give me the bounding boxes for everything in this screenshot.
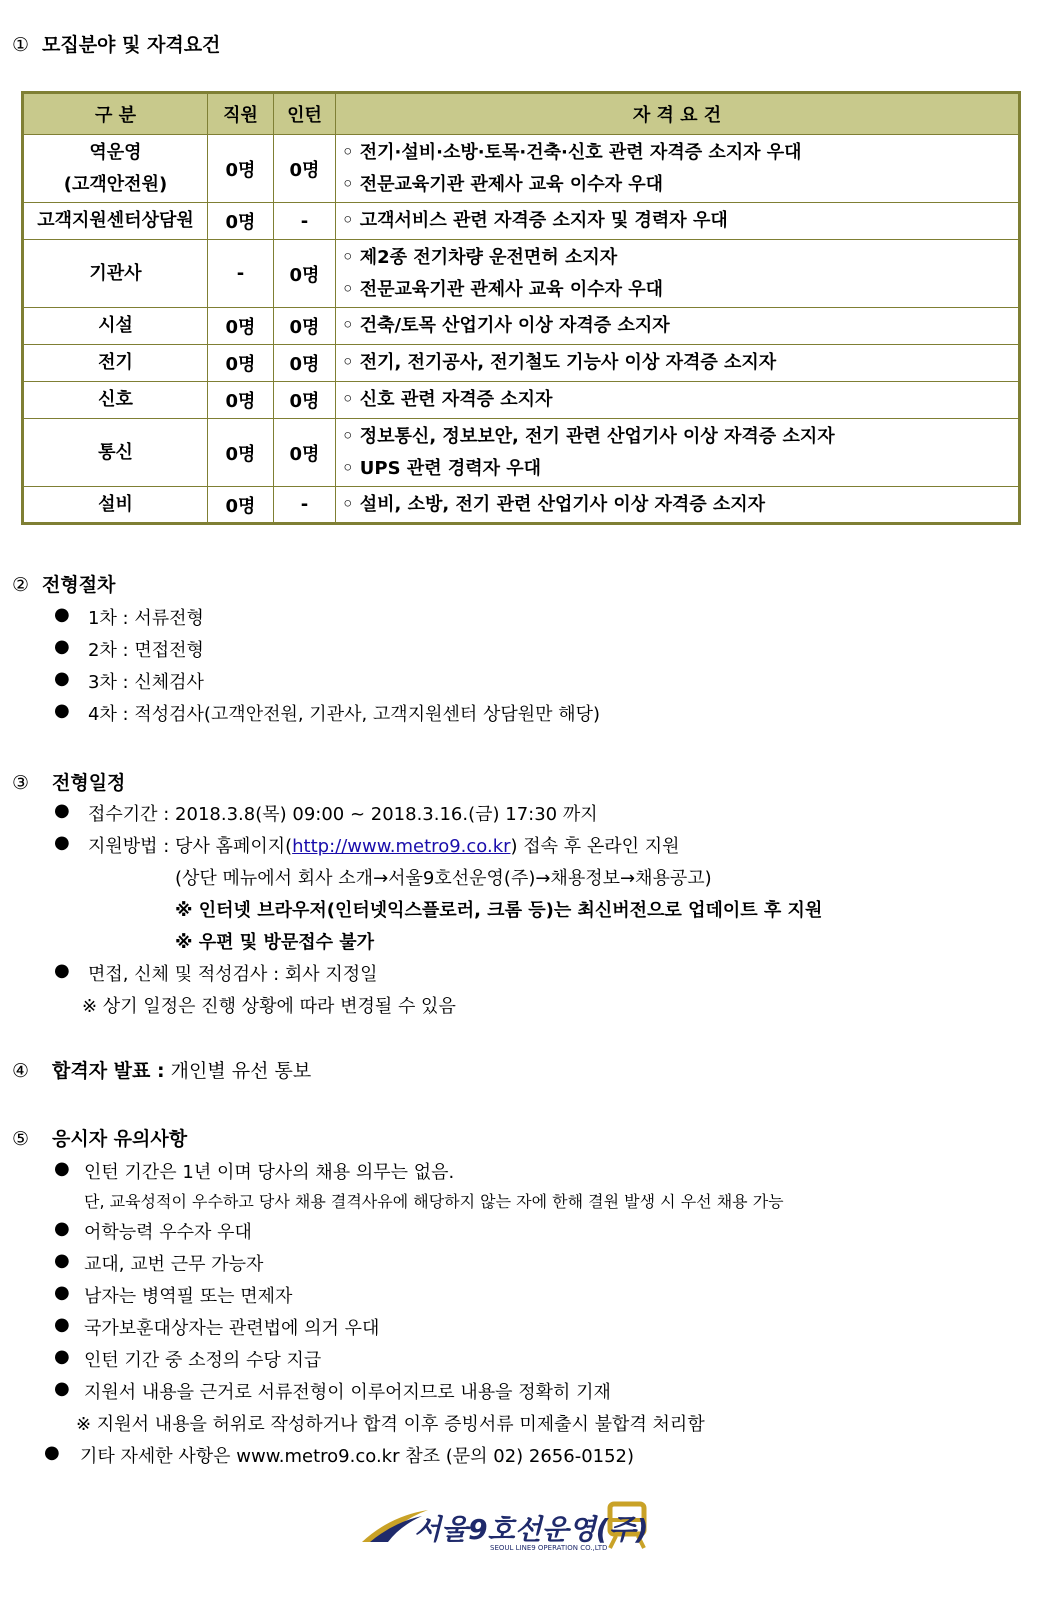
section-number: ① xyxy=(12,34,30,56)
category-name: 전기 xyxy=(98,352,133,373)
table-row xyxy=(23,419,1020,487)
category-cell xyxy=(23,345,208,382)
procedure-item: 1차 : 서류전형 xyxy=(88,608,204,629)
category-name: 통신 xyxy=(98,441,133,463)
bullet-icon: ● xyxy=(54,800,70,821)
notice-item: 지원서 내용을 근거로 서류전형이 이루어지므로 내용을 정확히 기재 xyxy=(84,1382,611,1403)
intern-count-cell: 0명 xyxy=(274,382,336,419)
section3-heading xyxy=(12,768,125,795)
requirement-line: ◦ 제2종 전기차량 운전면허 소지자 xyxy=(342,246,618,268)
header-staff: 직원 xyxy=(208,93,274,135)
category-name: 설비 xyxy=(98,493,133,515)
section-number: ④ xyxy=(12,1060,30,1082)
requirement-line: ◦ 전기, 전기공사, 전기철도 기능사 이상 자격증 소지자 xyxy=(342,352,777,373)
staff-count-cell: - xyxy=(208,240,274,308)
category-cell xyxy=(23,308,208,345)
browser-note: ※ 인터넷 브라우저(인터넷익스플로러, 크롬 등)는 최신버전으로 업데이트 후 지원 xyxy=(175,900,823,921)
bullet-icon: ● xyxy=(54,832,70,853)
section-title: 합격자 발표 : xyxy=(52,1060,165,1082)
table-row xyxy=(23,382,1020,419)
requirements-cell xyxy=(336,308,1020,345)
menu-path-text: (상단 메뉴에서 회사 소개→서울9호선운영(주)→채용정보→채용공고) xyxy=(175,868,712,889)
bullet-icon: ● xyxy=(54,636,70,657)
requirement-line: ◦ 고객서비스 관련 자격증 소지자 및 경력자 우대 xyxy=(342,210,728,231)
intern-count-cell: 0명 xyxy=(274,240,336,308)
false-info-note: ※ 지원서 내용을 허위로 작성하거나 합격 이후 증빙서류 미제출시 불합격 처리함 xyxy=(76,1414,705,1435)
requirement-line: ◦ 정보통신, 정보보안, 전기 관련 산업기사 이상 자격증 소지자 xyxy=(342,425,835,447)
requirements-cell xyxy=(336,487,1020,524)
section-number: ② xyxy=(12,574,30,596)
requirement-line: ◦ 건축/토목 산업기사 이상 자격증 소지자 xyxy=(342,315,670,336)
requirement-line: ◦ 전문교육기관 관제사 교육 이수자 우대 xyxy=(342,278,664,300)
announcement-text: 개인별 유선 통보 xyxy=(164,1060,312,1082)
category-cell xyxy=(23,135,208,203)
category-cell xyxy=(23,203,208,240)
notice-item: 교대, 교번 근무 가능자 xyxy=(84,1254,264,1275)
method-prefix: 지원방법 : 당사 홈페이지( xyxy=(88,836,293,857)
section2-heading xyxy=(12,570,115,597)
bullet-icon: ● xyxy=(54,604,70,625)
intern-count-cell: - xyxy=(274,487,336,524)
method-suffix: ) 접속 후 온라인 지원 xyxy=(510,836,680,857)
intern-count-cell: 0명 xyxy=(274,135,336,203)
intern-count-cell: - xyxy=(274,203,336,240)
intern-subtext: 단, 교육성적이 우수하고 당사 채용 결격사유에 해당하지 않는 자에 한해 결원 발생 시 우선 채용 가능 xyxy=(84,1192,784,1211)
method-text xyxy=(88,832,680,858)
mail-note: ※ 우편 및 방문접수 불가 xyxy=(175,932,375,953)
requirements-cell xyxy=(336,203,1020,240)
bullet-icon: ● xyxy=(54,1314,70,1335)
procedure-item: 3차 : 신체검사 xyxy=(88,672,204,693)
logo-subtext: SEOUL LINE9 OPERATION CO.,LTD xyxy=(490,1544,608,1552)
requirement-line: ◦ 전문교육기관 관제사 교육 이수자 우대 xyxy=(342,173,664,195)
section-title: 응시자 유의사항 xyxy=(52,1128,188,1150)
requirement-line: ◦ 신호 관련 자격증 소지자 xyxy=(342,389,553,410)
category-name: 고객지원센터상담원 xyxy=(37,210,194,231)
requirement-line: ◦ 설비, 소방, 전기 관련 산업기사 이상 자격증 소지자 xyxy=(342,493,766,515)
staff-count-cell: 0명 xyxy=(208,135,274,203)
table-row xyxy=(23,135,1020,203)
requirements-cell xyxy=(336,419,1020,487)
category-name: (고객안전원) xyxy=(63,173,168,195)
category-name: 역운영 xyxy=(89,141,142,163)
notice-item: 인턴 기간 중 소정의 수당 지급 xyxy=(84,1350,322,1371)
interview-text: 면접, 신체 및 적성검사 : 회사 지정일 xyxy=(88,964,378,985)
section4-heading xyxy=(12,1056,311,1083)
procedure-item: 4차 : 적성검사(고객안전원, 기관사, 고객지원센터 상담원만 해당) xyxy=(88,704,601,725)
header-category: 구 분 xyxy=(23,93,208,135)
bullet-icon: ● xyxy=(54,1158,70,1179)
section-title: 전형절차 xyxy=(42,574,116,596)
category-name: 기관사 xyxy=(89,262,142,284)
bullet-icon: ● xyxy=(54,1250,70,1271)
schedule-change-note: ※ 상기 일정은 진행 상황에 따라 변경될 수 있음 xyxy=(82,996,456,1017)
intern-count-cell: 0명 xyxy=(274,345,336,382)
table-row xyxy=(23,240,1020,308)
section-title: 모집분야 및 자격요건 xyxy=(42,34,221,56)
header-intern: 인턴 xyxy=(274,93,336,135)
staff-count-cell: 0명 xyxy=(208,382,274,419)
etc-text: 기타 자세한 사항은 www.metro9.co.kr 참조 (문의 02) 2656-0152) xyxy=(80,1446,635,1467)
staff-count-cell: 0명 xyxy=(208,308,274,345)
category-cell xyxy=(23,419,208,487)
header-requirements: 자 격 요 건 xyxy=(336,93,1020,135)
bullet-icon: ● xyxy=(54,1218,70,1239)
bullet-icon: ● xyxy=(54,1346,70,1367)
intern-count-cell: 0명 xyxy=(274,419,336,487)
section-number: ⑤ xyxy=(12,1128,30,1150)
category-cell xyxy=(23,487,208,524)
category-name: 시설 xyxy=(98,315,133,336)
staff-count-cell: 0명 xyxy=(208,345,274,382)
period-text: 접수기간 : 2018.3.8(목) 09:00 ~ 2018.3.16.(금) 17:30 까지 xyxy=(88,804,598,825)
bullet-icon: ● xyxy=(44,1442,60,1463)
table-header-row xyxy=(23,93,1020,135)
section-number: ③ xyxy=(12,772,30,794)
table-row xyxy=(23,203,1020,240)
section5-heading xyxy=(12,1124,187,1151)
requirements-cell xyxy=(336,382,1020,419)
category-cell xyxy=(23,240,208,308)
table-row xyxy=(23,308,1020,345)
company-logo xyxy=(360,1498,660,1558)
staff-count-cell: 0명 xyxy=(208,419,274,487)
bullet-icon: ● xyxy=(54,1378,70,1399)
section-title: 전형일정 xyxy=(52,772,126,794)
notice-item: 남자는 병역필 또는 면제자 xyxy=(84,1286,293,1307)
bullet-icon: ● xyxy=(54,960,70,981)
staff-count-cell: 0명 xyxy=(208,487,274,524)
category-cell xyxy=(23,382,208,419)
requirements-cell xyxy=(336,345,1020,382)
requirements-cell xyxy=(336,240,1020,308)
section1-heading xyxy=(12,30,220,57)
table-row xyxy=(23,487,1020,524)
requirement-line: ◦ 전기·설비·소방·토목·건축·신호 관련 자격증 소지자 우대 xyxy=(342,141,802,163)
requirements-table xyxy=(21,91,1021,525)
staff-count-cell: 0명 xyxy=(208,203,274,240)
intern-count-cell: 0명 xyxy=(274,308,336,345)
bullet-icon: ● xyxy=(54,700,70,721)
category-name: 신호 xyxy=(98,389,133,410)
logo-text: 서울9호선운영(주) xyxy=(414,1513,649,1546)
bullet-icon: ● xyxy=(54,1282,70,1303)
requirements-cell xyxy=(336,135,1020,203)
bullet-icon: ● xyxy=(54,668,70,689)
requirement-line: ◦ UPS 관련 경력자 우대 xyxy=(342,457,542,479)
intern-text: 인턴 기간은 1년 이며 당사의 채용 의무는 없음. xyxy=(84,1162,455,1183)
notice-item: 어학능력 우수자 우대 xyxy=(84,1222,252,1243)
notice-item: 국가보훈대상자는 관련법에 의거 우대 xyxy=(84,1318,380,1339)
procedure-item: 2차 : 면접전형 xyxy=(88,640,204,661)
table-row xyxy=(23,345,1020,382)
homepage-link[interactable]: http://www.metro9.co.kr xyxy=(292,836,511,857)
